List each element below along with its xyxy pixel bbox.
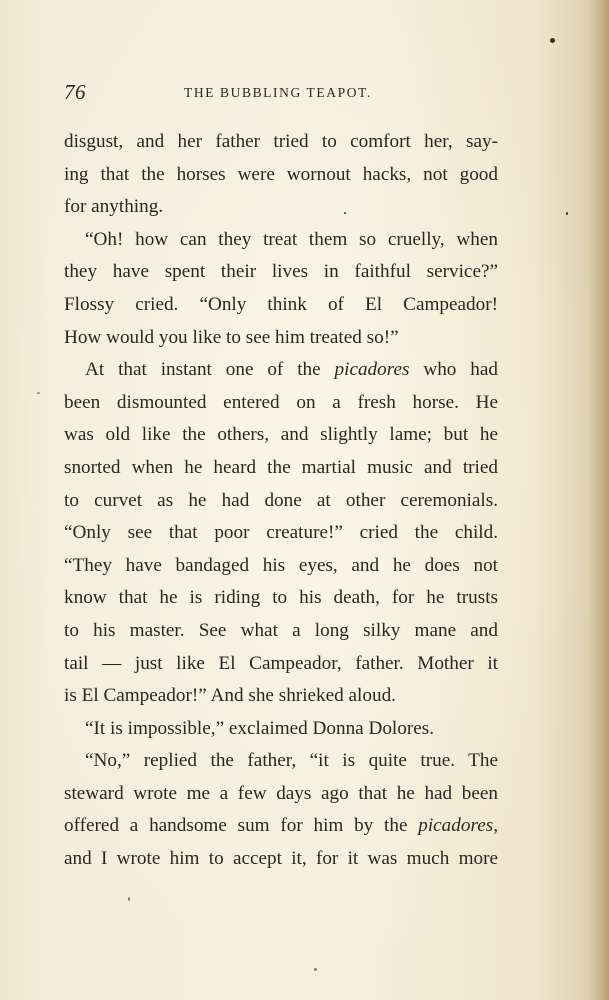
text-segment: disgust, and her father tried to comfort her, say- — [64, 131, 498, 152]
ink-speck — [37, 392, 40, 394]
text-line — [64, 354, 498, 387]
text-segment: to his master. See what a long silky mane and — [64, 619, 498, 641]
text-segment: been dismounted entered on a fresh horse. He — [64, 391, 498, 413]
text-line — [64, 159, 498, 192]
text-segment: was old like the others, and slightly lame; but he — [64, 424, 498, 446]
text-line — [64, 680, 498, 713]
page-number: 76 — [64, 80, 86, 104]
text-line — [64, 843, 498, 876]
text-segment: ing that the horses were wornout hacks, not good — [64, 163, 498, 185]
text-line — [64, 648, 498, 681]
text-line — [64, 810, 498, 843]
text-line — [64, 713, 498, 746]
text-line — [64, 191, 498, 224]
text-line — [64, 322, 498, 355]
running-head: THE BUBBLING TEAPOT. — [184, 85, 372, 100]
text-segment: Flossy cried. “Only think of El Campeador! — [64, 293, 498, 315]
text-line — [64, 256, 498, 289]
text-line — [64, 778, 498, 811]
text-line — [64, 289, 498, 322]
text-segment: “No,” replied the father, “it is quite true. The — [85, 750, 498, 772]
text-line — [64, 452, 498, 485]
text-segment: is El Campeador!” And she shrieked aloud. — [64, 685, 396, 707]
ink-speck — [314, 968, 317, 971]
text-line — [64, 745, 498, 778]
text-line — [64, 485, 498, 518]
text-line — [64, 582, 498, 615]
text-segment: “Oh! how can they treat them so cruelly, when — [85, 228, 498, 250]
text-segment-italic: picadores — [334, 359, 410, 381]
text-segment: know that he is riding to his death, for he trusts — [64, 587, 498, 609]
text-line — [64, 615, 498, 648]
text-segment: “They have bandaged his eyes, and he does not — [64, 554, 498, 576]
ink-speck — [344, 212, 346, 214]
text-segment: they have spent their lives in faithful service?” — [64, 261, 498, 283]
text-segment: “It is impossible,” exclaimed Donna Dolores. — [85, 717, 435, 739]
text-segment: At that instant one of the — [85, 359, 335, 381]
text-segment: steward wrote me a few days ago that he had been — [64, 782, 498, 804]
text-segment: to curvet as he had done at other ceremonials. — [64, 489, 498, 511]
text-line — [64, 126, 498, 159]
ink-speck — [550, 38, 555, 43]
ink-speck — [566, 212, 568, 215]
page-edge-shadow — [587, 0, 609, 1000]
text-segment: offered a handsome sum for him by the — [64, 815, 419, 837]
text-segment: snorted when he heard the martial music and tried — [64, 456, 498, 478]
text-segment: How would you like to see him treated so!” — [64, 326, 399, 348]
text-segment: for anything. — [64, 196, 164, 218]
text-segment: “Only see that poor creature!” cried the child. — [64, 522, 498, 544]
body-text — [64, 126, 498, 876]
text-line — [64, 387, 498, 420]
text-line — [64, 550, 498, 583]
text-line — [64, 517, 498, 550]
page-header — [64, 80, 498, 106]
text-segment: who had — [409, 359, 498, 381]
text-segment: tail — just like El Campeador, father. Mother it — [64, 652, 498, 674]
text-segment: and I wrote him to accept it, for it was much more — [64, 848, 498, 870]
text-segment-italic: picadores, — [418, 815, 498, 837]
ink-speck — [128, 897, 130, 901]
text-line — [64, 419, 498, 452]
text-line — [64, 224, 498, 257]
